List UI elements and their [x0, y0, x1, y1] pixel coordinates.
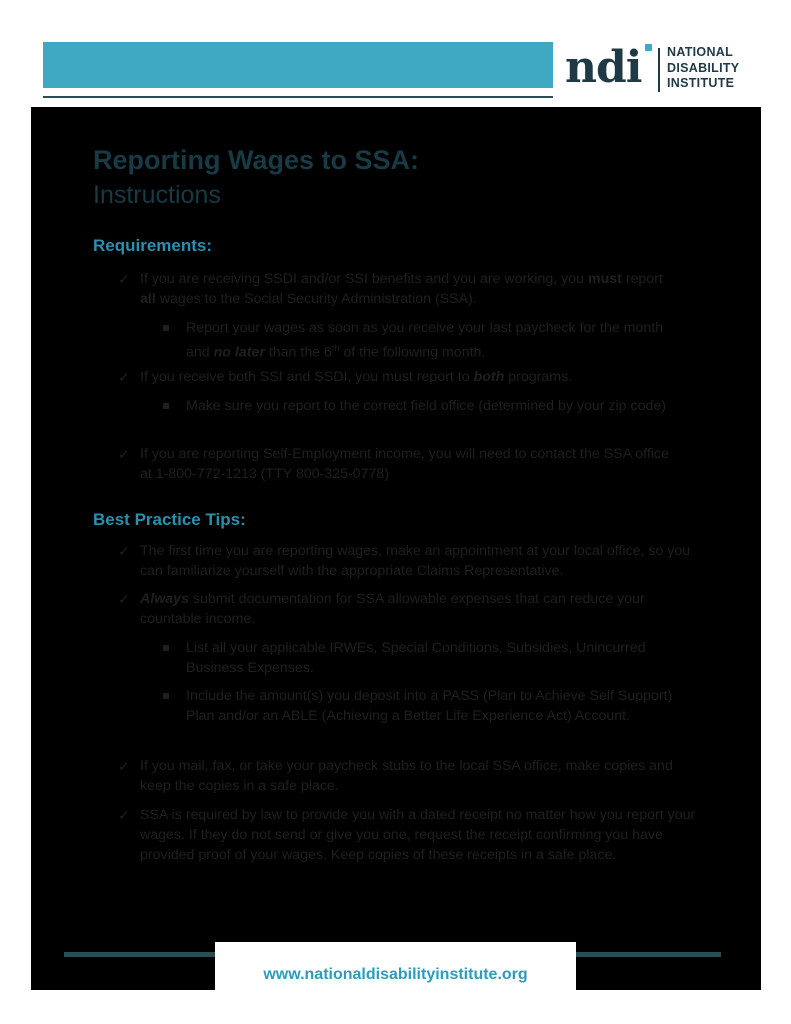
requirement-text-3: If you are reporting Self-Employment income, you will need to contact the SSA office at 1-800-772-1213 (TTY 800-325-0778) [140, 446, 669, 482]
tip-item-2 [118, 589, 698, 629]
logo-divider [658, 48, 660, 92]
requirement-subitem-2 [163, 396, 683, 416]
requirement-subtext-1: Report your wages as soon as you receive your last paycheck for the month and no later than the 6th of the following month. [186, 320, 664, 361]
logo-line-1: NATIONAL [667, 45, 734, 59]
tip-text-4: SSA is required by law to provide you with a dated receipt no matter how you report your wages. If they do not send or give you one, request the receipt confirming you have provided proof of your wages. Keep copies of these receipts in a safe place. [140, 807, 696, 863]
requirement-subtext-2: Make sure you report to the correct field office (determined by your zip code) [186, 398, 666, 414]
tip-text-1: The first time you are reporting wages, make an appointment at your local office, so you can familiarize yourself with the appropriate Claims Representative. [140, 543, 691, 579]
tip-subtext-2: Include the amount(s) you deposit into a PASS (Plan to Achieve Self Support) Plan and/or an ABLE (Achieving a Better Life Experience Act) Account. [186, 688, 673, 724]
checkmark-icon: ✓ [118, 807, 130, 823]
tip-text-3: If you mail, fax, or take your paycheck stubs to the local SSA office, make copies and keep the copies in a safe place. [140, 758, 673, 794]
logo-wordmark [667, 45, 739, 92]
checkmark-icon: ✓ [118, 446, 130, 462]
footer-website-link[interactable]: www.nationaldisabilityinstitute.org [263, 966, 528, 983]
header-rule [43, 96, 553, 98]
requirement-item-2 [118, 367, 678, 387]
tip-text-2: Always submit documentation for SSA allowable expenses that can reduce your countable income. [140, 591, 645, 627]
tip-subitem-1 [163, 638, 693, 678]
requirements-heading: Requirements: [93, 236, 213, 255]
tip-item-3 [118, 756, 698, 796]
checkmark-icon: ✓ [118, 591, 130, 607]
logo-mark: ndi [565, 42, 642, 93]
square-bullet-icon [163, 645, 169, 651]
tip-item-1 [118, 541, 698, 581]
square-bullet-icon [163, 325, 169, 331]
square-bullet-icon [163, 403, 169, 409]
requirement-subitem-1 [163, 318, 683, 363]
ndi-logo [565, 44, 765, 94]
tip-item-4 [118, 805, 698, 865]
checkmark-icon: ✓ [118, 543, 130, 559]
tip-subitem-2 [163, 686, 693, 726]
header-color-band [43, 42, 553, 88]
requirement-item-3 [118, 444, 683, 484]
square-bullet-icon [163, 693, 169, 699]
checkmark-icon: ✓ [118, 369, 130, 385]
checkmark-icon: ✓ [118, 271, 130, 287]
logo-dot-icon [645, 44, 652, 51]
page-subtitle: Instructions [93, 181, 221, 209]
requirement-item-1 [118, 269, 678, 309]
logo-line-2: DISABILITY [667, 60, 740, 75]
tips-heading: Best Practice Tips: [93, 510, 246, 529]
requirement-text-1: If you are receiving SSDI and/or SSI benefits and you are working, you must report all wages to the Social Security Administration (SSA). [140, 271, 663, 307]
requirement-text-2: If you receive both SSI and SSDI, you must report to both programs. [140, 369, 573, 385]
tip-subtext-1: List all your applicable IRWEs, Special Conditions, Subsidies, Unincurred Business Expenses. [186, 640, 646, 676]
logo-line-3: INSTITUTE [667, 76, 735, 90]
page-title: Reporting Wages to SSA: [93, 145, 420, 175]
checkmark-icon: ✓ [118, 758, 130, 774]
